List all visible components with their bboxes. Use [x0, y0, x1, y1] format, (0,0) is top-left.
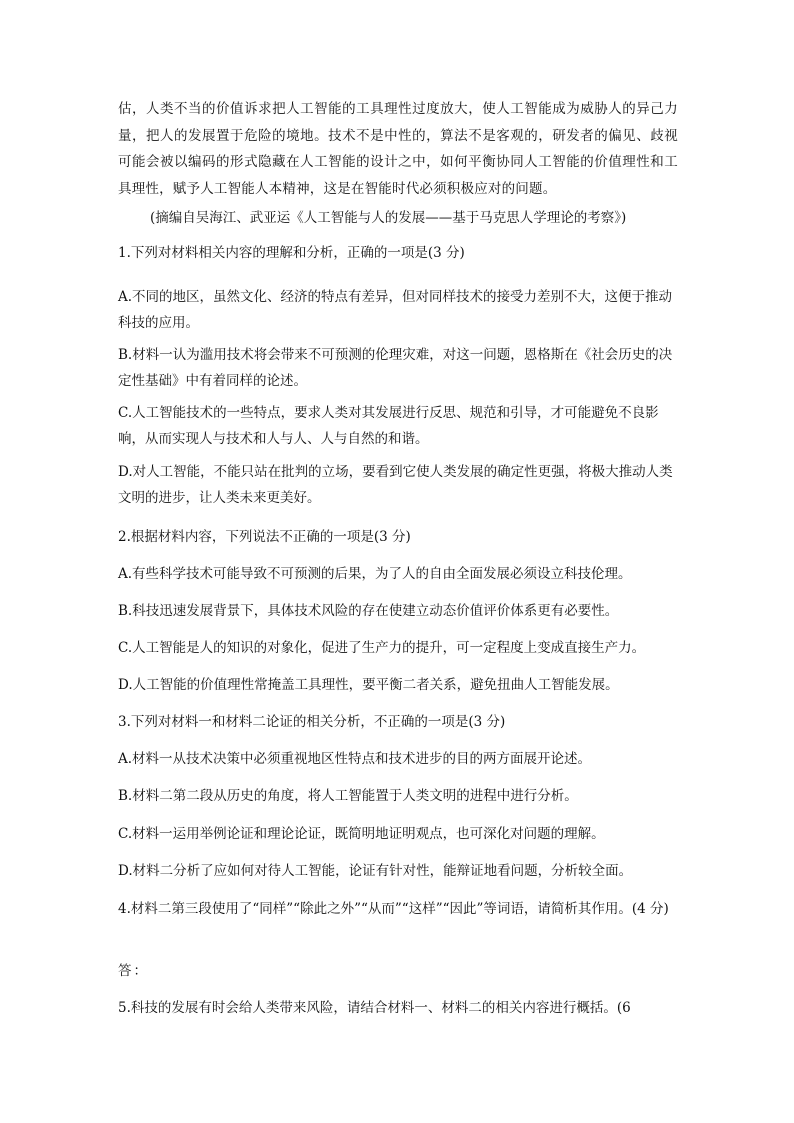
question-3-option-b: B.材料二第二段从历史的角度，将人工智能置于人类文明的进程中进行分析。 [118, 788, 578, 804]
question-2-option-c: C.人工智能是人的知识的对象化，促进了生产力的提升，可一定程度上变成直接生产力。 [118, 640, 646, 656]
question-3-option-d: D.材料二分析了应如何对待人工智能，论证有针对性，能辩证地看问题，分析较全面。 [118, 863, 633, 879]
question-1-stem: 1.下列对材料相关内容的理解和分析，正确的一项是(3 分) [118, 245, 465, 261]
question-4-stem: 4.材料二第三段使用了“同样”“除此之外”“从而”“这样”“因此”等词语，请简析其作用。(4 分) [118, 901, 669, 917]
question-1-option-b: B.材料一认为滥用技术将会带来不可预测的伦理灾难，对这一问题，恩格斯在《社会历史的决定性基础》中有着同样的论述。 [118, 347, 673, 389]
question-3-option-c: C.材料一运用举例论证和理论论证，既简明地证明观点，也可深化对问题的理解。 [118, 826, 605, 842]
question-2-stem: 2.根据材料内容，下列说法不正确的一项是(3 分) [118, 529, 411, 545]
question-2-option-a: A.有些科学技术可能导致不可预测的后果，为了人的自由全面发展必须设立科技伦理。 [118, 566, 632, 582]
question-5-stem: 5.科技的发展有时会给人类带来风险，请结合材料一、材料二的相关内容进行概括。(6 [118, 1000, 631, 1016]
question-3-option-a: A.材料一从技术决策中必须重视地区性特点和技术进步的目的两方面展开论述。 [118, 751, 592, 767]
question-3-stem: 3.下列对材料一和材料二论证的相关分析，不正确的一项是(3 分) [118, 714, 506, 730]
question-1-option-c: C.人工智能技术的一些特点，要求人类对其发展进行反思、规范和引导，才可能避免不良影响，从而实现人与技术和人与人、人与自然的和谐。 [118, 405, 659, 447]
passage-source: (摘编自吴海江、武亚运《人工智能与人的发展——基于马克思人学理论的考察》) [150, 210, 627, 226]
question-1-option-a: A.不同的地区，虽然文化、经济的特点有差异，但对同样技术的接受力差别不大，这便于推动科技的应用。 [118, 289, 673, 331]
question-2-option-d: D.人工智能的价值理性常掩盖工具理性，要平衡二者关系，避免扭曲人工智能发展。 [118, 677, 619, 693]
passage-paragraph: 估，人类不当的价值诉求把人工智能的工具理性过度放大，使人工智能成为威胁人的异己力量，把人的发展置于危险的境地。技术不是中性的，算法不是客观的，研发者的偏见、歧视可能会被以编码的形式隐藏在人工智能的设计之中，如何平衡协同人工智能的价值理性和工具理性，赋予人工智能人本精神，这是在智能时代必须积极应对的问题。 [118, 101, 678, 197]
answer-label: 答： [118, 963, 149, 979]
question-2-option-b: B.科技迅速发展背景下，具体技术风险的存在使建立动态价值评价体系更有必要性。 [118, 603, 619, 619]
question-1-option-d: D.对人工智能，不能只站在批判的立场，要看到它使人类发展的确定性更强，将极大推动人类文明的进步，让人类未来更美好。 [118, 464, 673, 506]
